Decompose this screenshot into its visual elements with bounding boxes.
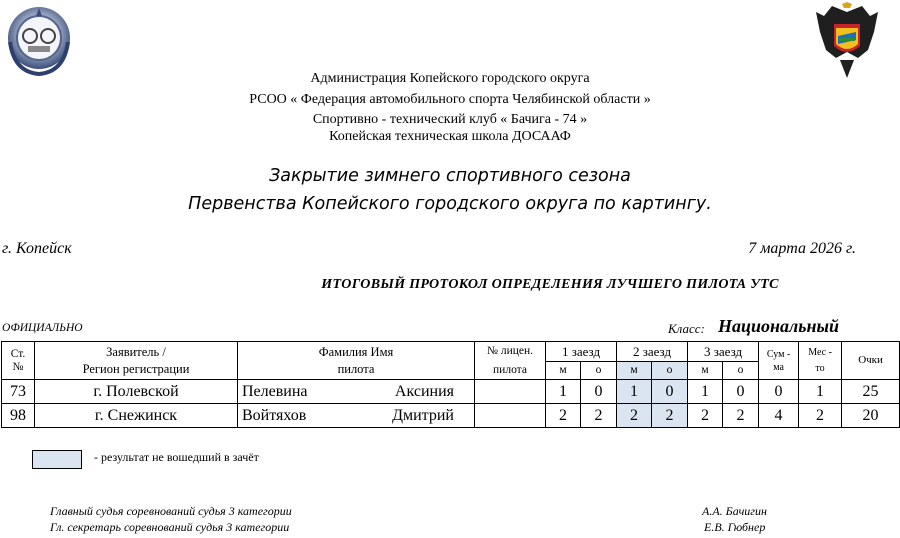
legend-swatch — [32, 450, 82, 469]
header-applicant-line-1: Заявитель / — [106, 344, 166, 359]
cell-h2-m: 2 — [617, 404, 652, 428]
secretary-role: Гл. секретарь соревнований судья 3 категории — [50, 520, 290, 534]
cell-h2-m: 1 — [617, 380, 652, 404]
school-emblem-icon — [4, 2, 74, 78]
header-applicant — [35, 342, 238, 380]
header-points: Очки — [842, 342, 900, 380]
header-license-line-2: пилота — [493, 363, 527, 376]
header-place-line-2: то — [815, 363, 825, 374]
cell-points: 25 — [842, 380, 900, 404]
header-heat-1: 1 заезд — [546, 342, 617, 362]
header-start-no — [2, 342, 35, 380]
cell-start-no: 98 — [2, 404, 35, 428]
header-pilot-line-2: пилота — [337, 361, 375, 376]
cell-last-name: Пелевина — [242, 383, 308, 400]
date: 7 марта 2026 г. — [748, 240, 856, 257]
header-sum-line-2: ма — [773, 361, 784, 373]
cell-first-name: Аксиния — [394, 383, 454, 400]
cell-sum: 0 — [759, 380, 799, 404]
judge-role: Главный судья соревнований судья 3 категории — [50, 504, 292, 518]
cell-pilot — [238, 404, 475, 428]
header-pilot-line-1: Фамилия Имя — [318, 344, 394, 359]
cell-h3-m: 1 — [688, 380, 723, 404]
sub-heat1-o: о — [581, 362, 617, 380]
cell-h1-o: 0 — [581, 380, 617, 404]
sub-heat3-m: м — [688, 362, 723, 380]
table-row — [2, 380, 900, 404]
cell-h1-m: 1 — [546, 380, 581, 404]
org-line-3: Спортивно - технический клуб « Бачига - 74 » — [312, 112, 588, 127]
header-sum — [759, 342, 799, 380]
cell-h1-m: 2 — [546, 404, 581, 428]
secretary-name: Е.В. Гюбнер — [704, 520, 766, 534]
header-heat-2: 2 заезд — [617, 342, 688, 362]
cell-h1-o: 2 — [581, 404, 617, 428]
sub-heat3-o: о — [723, 362, 759, 380]
header-applicant-line-2: Регион регистрации — [82, 361, 190, 376]
cell-h2-o: 0 — [652, 380, 688, 404]
event-title-line-1: Закрытие зимнего спортивного сезона — [269, 166, 631, 186]
class-value: Национальный — [718, 316, 839, 336]
cell-applicant: г. Полевской — [35, 380, 238, 404]
cell-license — [475, 380, 546, 404]
cell-place: 1 — [799, 380, 842, 404]
cell-pilot — [238, 380, 475, 404]
header-heat-3: 3 заезд — [688, 342, 759, 362]
org-line-2: РСОО « Федерация автомобильного спорта Челябинской области » — [249, 92, 651, 107]
header-place-line-1: Мес - — [808, 347, 832, 358]
official-label: ОФИЦИАЛЬНО — [2, 322, 83, 334]
header-pilot — [238, 342, 475, 380]
protocol-title: ИТОГОВЫЙ ПРОТОКОЛ ОПРЕДЕЛЕНИЯ ЛУЧШЕГО ПИЛОТА УТС — [321, 277, 779, 292]
cell-sum: 4 — [759, 404, 799, 428]
cell-last-name: Войтяхов — [242, 407, 307, 424]
cell-license — [475, 404, 546, 428]
judge-name: А.А. Бачигин — [702, 504, 767, 518]
city: г. Копейск — [2, 240, 72, 257]
cell-place: 2 — [799, 404, 842, 428]
header-license-line-1: № лицен. — [486, 344, 534, 357]
org-line-4: Копейская техническая школа ДОСААФ — [329, 129, 571, 144]
sub-heat2-m: м — [617, 362, 652, 380]
cell-h2-o: 2 — [652, 404, 688, 428]
class-label: Класс: — [668, 321, 705, 336]
cell-h3-m: 2 — [688, 404, 723, 428]
header-sum-line-1: Сум - — [766, 348, 791, 360]
table-header-row — [2, 342, 900, 362]
cell-applicant: г. Снежинск — [35, 404, 238, 428]
cell-first-name: Дмитрий — [392, 407, 454, 424]
cell-start-no: 73 — [2, 380, 35, 404]
legend-text: - результат не вошедший в зачёт — [94, 450, 259, 464]
cell-points: 20 — [842, 404, 900, 428]
org-line-1: Администрация Копейского городского округа — [310, 71, 590, 86]
header-place — [799, 342, 842, 380]
header-start-no-line-2: № — [12, 360, 24, 373]
header-license — [475, 342, 546, 380]
table-row — [2, 404, 900, 428]
cell-h3-o: 0 — [723, 380, 759, 404]
sub-heat1-m: м — [546, 362, 581, 380]
cell-h3-o: 2 — [723, 404, 759, 428]
results-table — [1, 341, 900, 428]
event-title-line-2: Первенства Копейского городского округа по картингу. — [188, 194, 712, 214]
header-start-no-line-1: Ст. — [10, 347, 26, 360]
sub-heat2-o: о — [652, 362, 688, 380]
